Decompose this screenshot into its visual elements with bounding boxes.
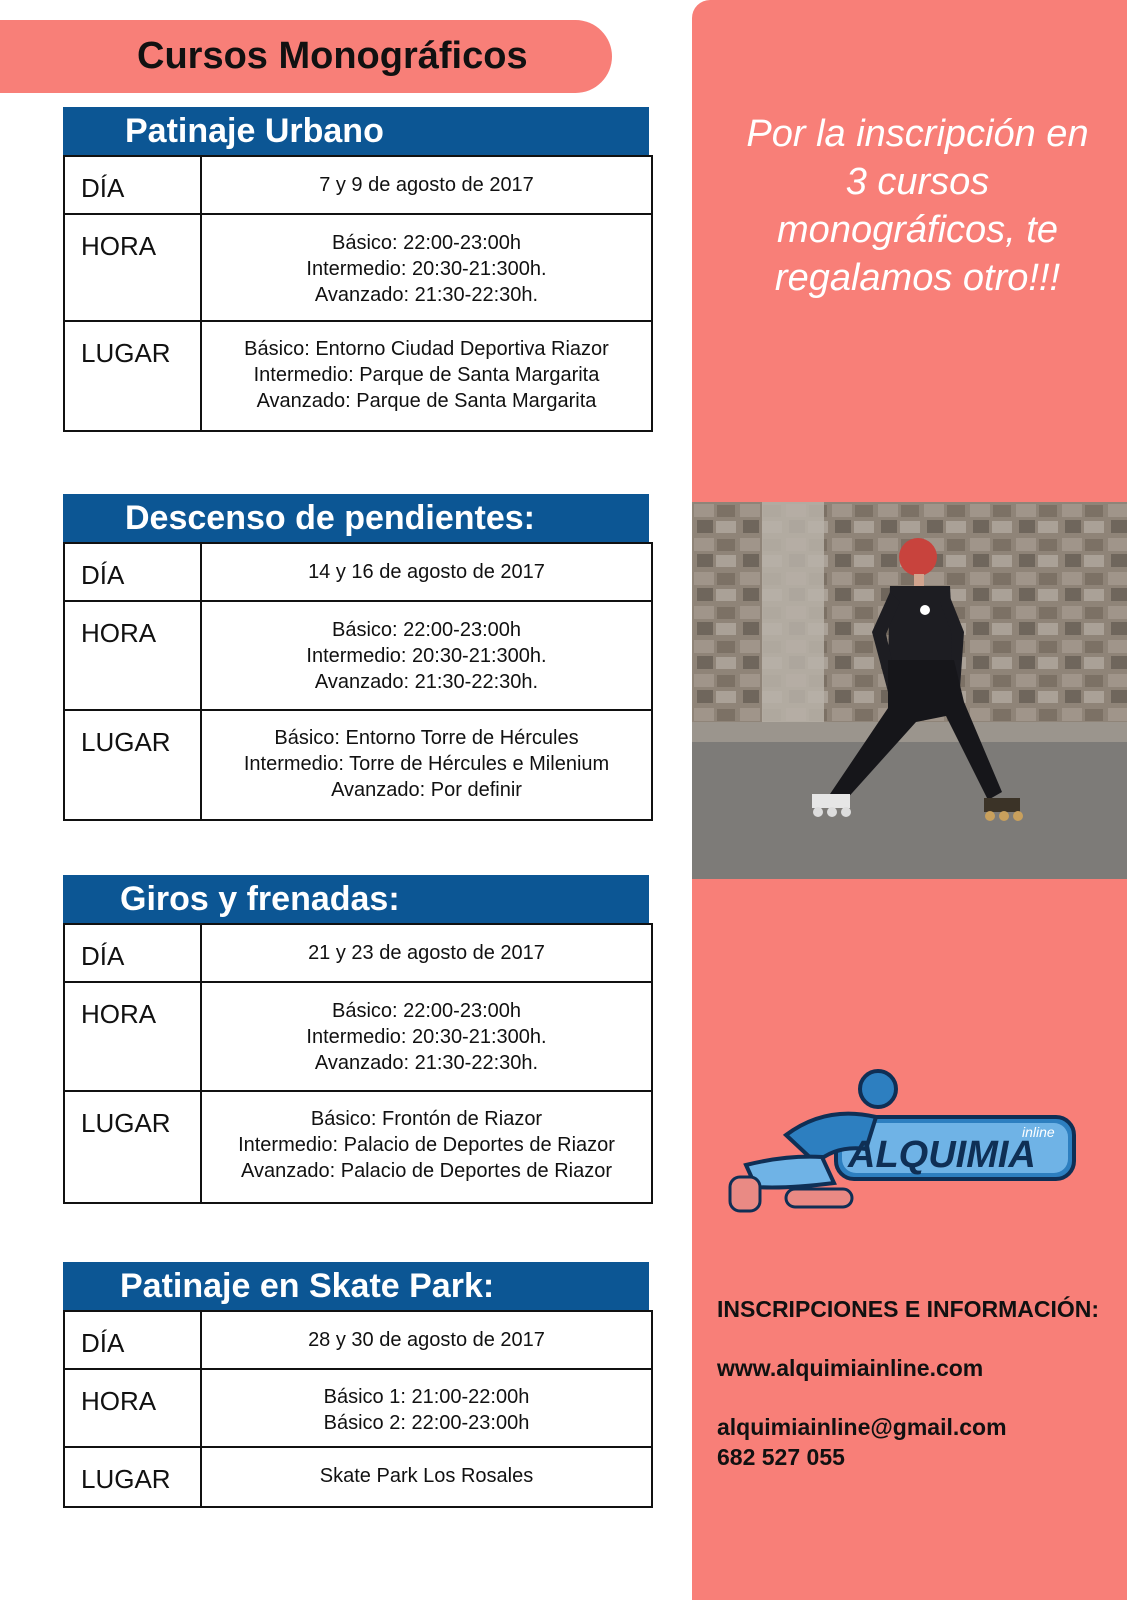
course-title: Patinaje Urbano [63, 107, 649, 155]
course-section [63, 494, 653, 821]
course-section [63, 107, 653, 432]
course-title: Descenso de pendientes: [63, 494, 649, 542]
lugar-label: LUGAR [64, 321, 201, 431]
course-section [63, 875, 653, 1204]
hora-value: Básico 1: 21:00-22:00h Básico 2: 22:00-23:00h [201, 1369, 652, 1447]
hora-label: HORA [64, 982, 201, 1091]
course-table [63, 542, 653, 821]
page-title: Cursos Monográficos [137, 35, 528, 77]
lugar-value: Básico: Entorno Ciudad Deportiva Riazor Intermedio: Parque de Santa Margarita Avanzado: Parque de Santa Margarita [201, 321, 652, 431]
website-link[interactable]: www.alquimiainline.com [717, 1355, 984, 1381]
dia-label: DÍA [64, 156, 201, 214]
dia-value: 7 y 9 de agosto de 2017 [201, 156, 652, 214]
course-table [63, 155, 653, 432]
lugar-value: Básico: Entorno Torre de Hércules Intermedio: Torre de Hércules e Milenium Avanzado: Por definir [201, 710, 652, 820]
logo-wordmark: ALQUIMIA [848, 1134, 1036, 1176]
course-title: Giros y frenadas: [63, 875, 649, 923]
lugar-label: LUGAR [64, 1447, 201, 1507]
course-table [63, 1310, 653, 1508]
dia-label: DÍA [64, 1311, 201, 1369]
lugar-value: Básico: Frontón de Riazor Intermedio: Palacio de Deportes de Riazor Avanzado: Palacio de Deportes de Riazor [201, 1091, 652, 1203]
dia-value: 28 y 30 de agosto de 2017 [201, 1311, 652, 1369]
hora-value: Básico: 22:00-23:00h Intermedio: 20:30-21:300h. Avanzado: 21:30-22:30h. [201, 982, 652, 1091]
dia-label: DÍA [64, 543, 201, 601]
hora-value: Básico: 22:00-23:00h Intermedio: 20:30-21:300h. Avanzado: 21:30-22:30h. [201, 214, 652, 321]
hora-value: Básico: 22:00-23:00h Intermedio: 20:30-21:300h. Avanzado: 21:30-22:30h. [201, 601, 652, 710]
skater-photo [692, 502, 1127, 879]
course-table [63, 923, 653, 1204]
lugar-label: LUGAR [64, 1091, 201, 1203]
hora-label: HORA [64, 601, 201, 710]
main-title-banner [0, 20, 612, 93]
logo-sub: inline [1022, 1124, 1055, 1140]
phone-number: 682 527 055 [717, 1444, 845, 1470]
lugar-value: Skate Park Los Rosales [201, 1447, 652, 1507]
hora-label: HORA [64, 1369, 201, 1447]
course-section [63, 1262, 653, 1508]
lugar-label: LUGAR [64, 710, 201, 820]
contact-heading: INSCRIPCIONES E INFORMACIÓN: [717, 1296, 1100, 1322]
promo-text: Por la inscripción en 3 cursos monográficos, te regalamos otro!!! [746, 113, 1089, 299]
course-title: Patinaje en Skate Park: [63, 1262, 649, 1310]
dia-label: DÍA [64, 924, 201, 982]
dia-value: 14 y 16 de agosto de 2017 [201, 543, 652, 601]
dia-value: 21 y 23 de agosto de 2017 [201, 924, 652, 982]
hora-label: HORA [64, 214, 201, 321]
alquimia-logo [726, 1065, 1086, 1225]
email-link[interactable]: alquimiainline@gmail.com [717, 1414, 1007, 1440]
